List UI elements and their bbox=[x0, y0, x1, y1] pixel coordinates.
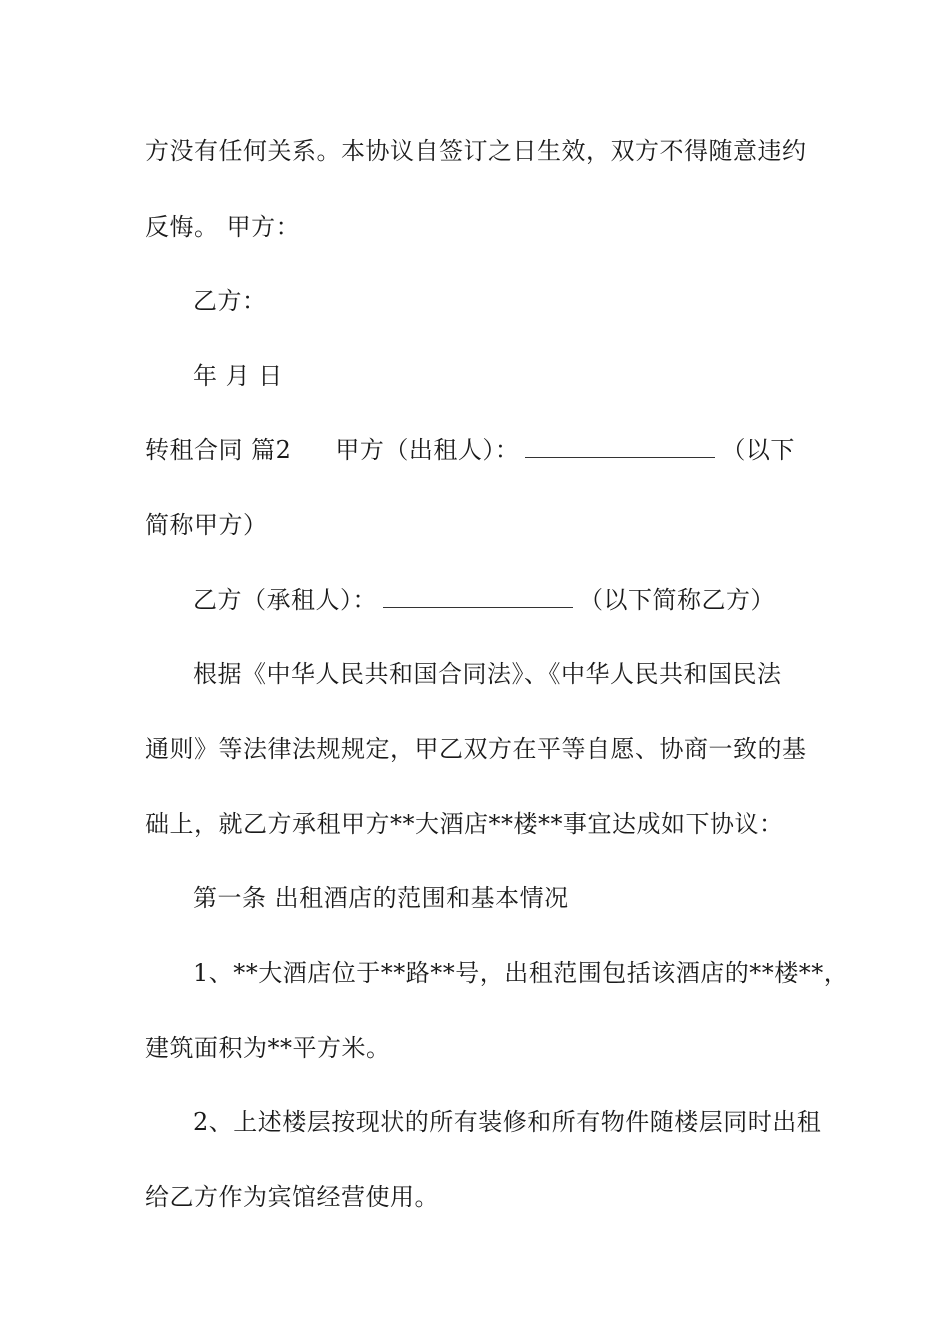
paragraph-line: 1、**大酒店位于**路**号，出租范围包括该酒店的**楼**， bbox=[193, 959, 849, 987]
paragraph-line: 础上，就乙方承租甲方**大酒店**楼**事宜达成如下协议： bbox=[145, 810, 784, 838]
paragraph-line: 简称甲方） bbox=[145, 511, 268, 539]
party-a-suffix: （以下 bbox=[721, 436, 795, 464]
party-a-blank bbox=[525, 437, 715, 458]
paragraph-line: 建筑面积为**平方米。 bbox=[145, 1034, 391, 1062]
party-b-label: 乙方（承租人）： bbox=[193, 586, 377, 614]
paragraph-line: 根据《中华人民共和国合同法》、《中华人民共和国民法 bbox=[193, 660, 782, 688]
paragraph-line: 通则》等法律法规规定，甲乙双方在平等自愿、协商一致的基 bbox=[145, 735, 807, 763]
paragraph-line: 给乙方作为宾馆经营使用。 bbox=[145, 1183, 439, 1211]
contract-heading-line bbox=[145, 435, 845, 465]
contract-title: 转租合同 篇2 bbox=[145, 436, 292, 464]
paragraph-line: 反悔。 甲方： bbox=[145, 213, 301, 241]
paragraph-line: 方没有任何关系。本协议自签订之日生效，双方不得随意违约 bbox=[145, 137, 807, 165]
party-a-label: 甲方（出租人）： bbox=[335, 436, 520, 464]
party-b-blank bbox=[383, 587, 573, 608]
date-line: 年 月 日 bbox=[193, 362, 283, 390]
article-heading: 第一条 出租酒店的范围和基本情况 bbox=[193, 884, 569, 912]
party-b-signature-label: 乙方： bbox=[193, 287, 267, 315]
paragraph-line: 2、上述楼层按现状的所有装修和所有物件随楼层同时出租 bbox=[193, 1108, 822, 1136]
party-b-line bbox=[193, 585, 893, 615]
party-b-suffix: （以下简称乙方） bbox=[579, 586, 775, 614]
